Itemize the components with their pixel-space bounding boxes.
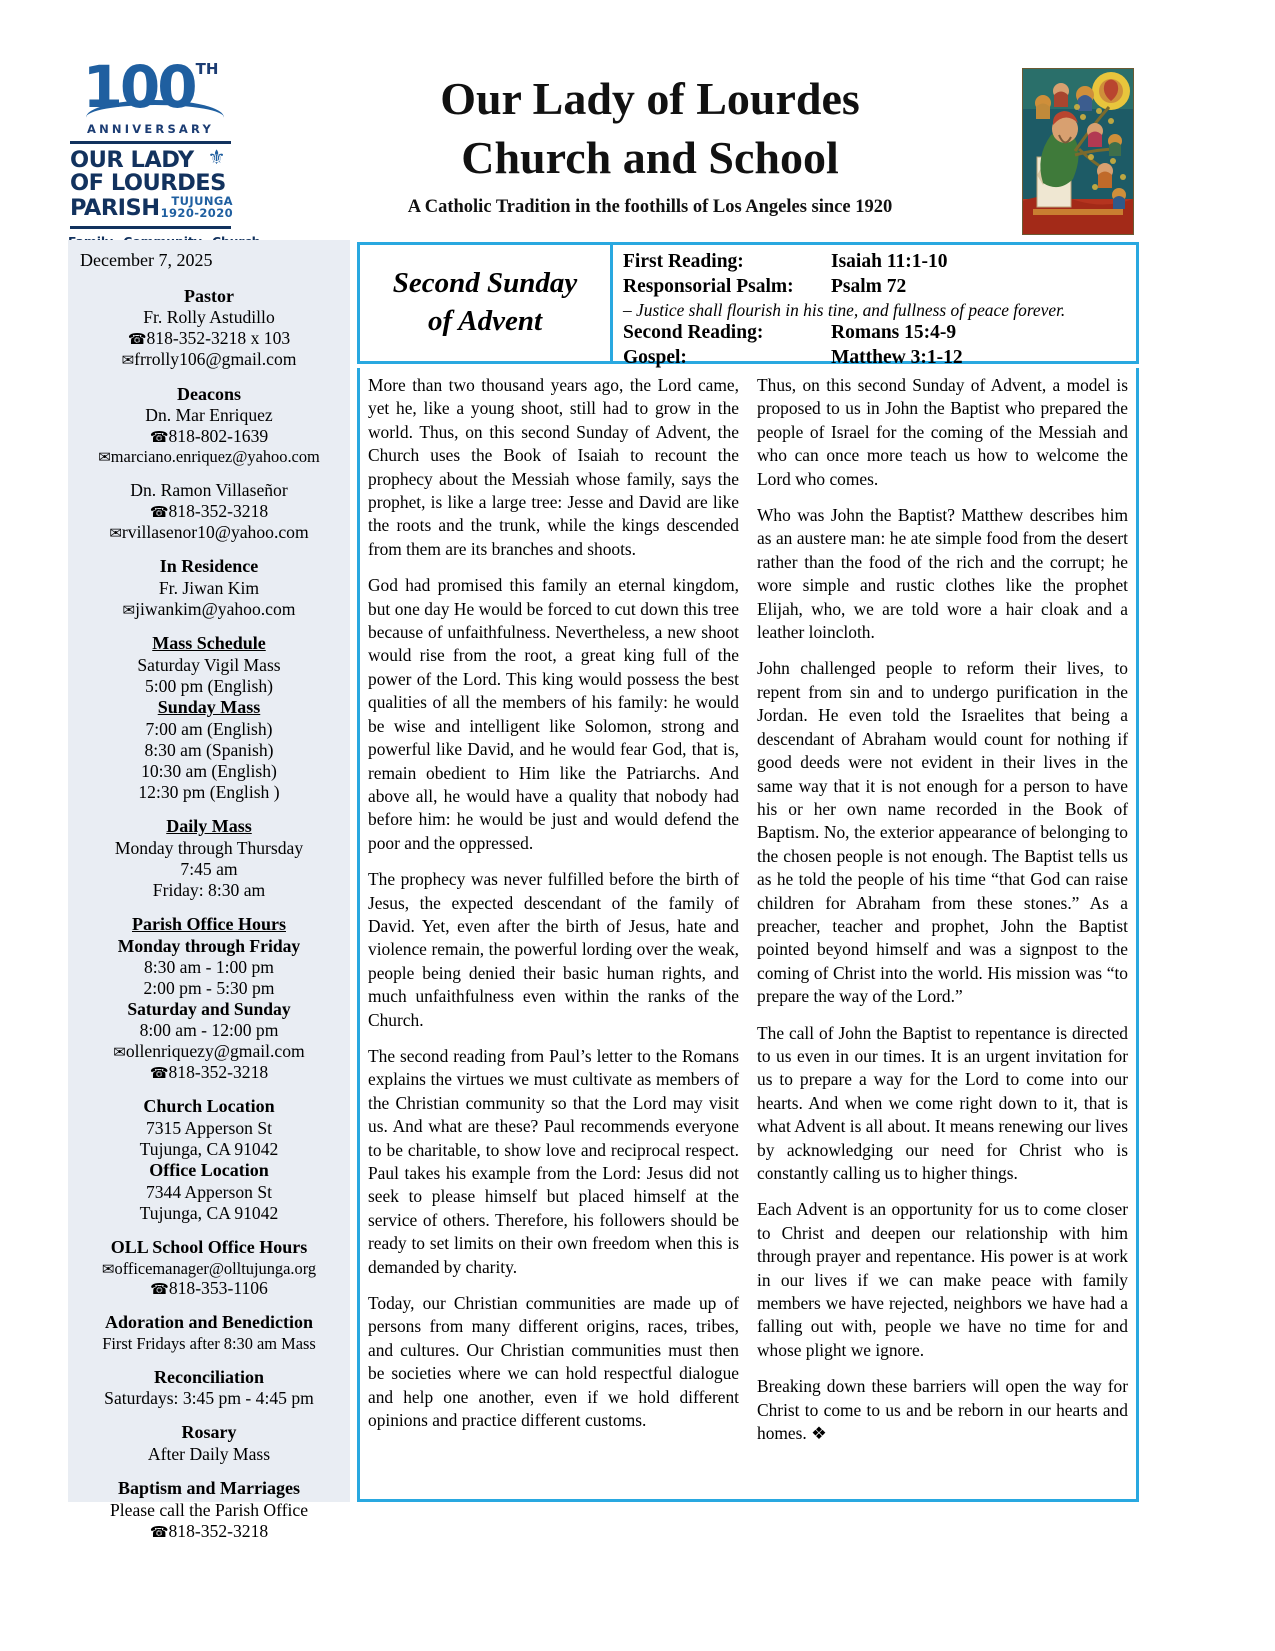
phone-icon: ☎ <box>127 330 147 349</box>
psalm-antiphon: – Justice shall flourish in his tine, and fullness of peace forever. <box>623 299 1066 320</box>
sidebar-section-heading: Reconciliation <box>154 1366 264 1387</box>
sidebar-line-text: 5:00 pm (English) <box>144 675 274 696</box>
reading-row <box>623 321 1136 346</box>
logo-parish-line2: OF LOURDES <box>70 169 226 196</box>
sidebar-line-text: Fr. Rolly Astudillo <box>143 307 275 328</box>
readings-box <box>357 242 1139 368</box>
reading-row <box>623 346 1136 371</box>
page-title <box>300 70 1000 218</box>
sidebar-line-text: jiwankim@yahoo.com <box>135 599 296 620</box>
sidebar-section-gap <box>74 901 344 914</box>
sidebar-line[interactable] <box>74 349 344 370</box>
article-paragraph: More than two thousand years ago, the Lord came, yet he, like a young shoot, still had to grow in the world. Thus, on this second Sunday of Advent, the Church uses the Book of Isaiah to recount the prophecy about the Messiah whose family, says the prophet, is like a large tree: Jesse and David are like the roots and the trunk, while the kings descended from them are its branches and shoots. <box>368 375 739 559</box>
title-subtitle: A Catholic Tradition in the foothills of Los Angeles since 1920 <box>407 196 893 217</box>
article-paragraph: The second reading from Paul’s letter to the Romans explains the virtues we must cultivate as members of the Christian community so that the Lord may visit us. And what are these? Paul recommends everyone to be charitable, to show love and reciprocal respect. Paul takes his example from the Lord: Jesus did not seek to please himself but placed himself at the service of others. Therefore, his followers should be ready to set limits on their own freedom when this is demanded by charity. <box>368 1045 739 1277</box>
sidebar-line-text: 8:30 am (Spanish) <box>144 739 274 760</box>
sidebar-section-gap <box>74 1224 344 1237</box>
title-line-1: Our Lady of Lourdes <box>440 73 860 124</box>
sidebar-line-text: Friday: 8:30 am <box>152 879 266 900</box>
sidebar-line[interactable] <box>74 1041 344 1062</box>
article-paragraph: The call of John the Baptist to repentance is directed to us even in our times. It is an urgent invitation for us to prepare a way for the Lord to come into our hearts. And when we come right down to it, that is what Advent is all about. It means renewing our lives by acknowledging our need for Christ who is constantly calling us to higher things. <box>757 1022 1128 1183</box>
reading-value: Isaiah 11:1-10 <box>831 251 948 272</box>
sidebar-section-gap <box>74 1354 344 1367</box>
sidebar-section-heading: Baptism and Marriages <box>118 1477 300 1498</box>
sidebar-section-heading: Rosary <box>181 1422 237 1443</box>
sidebar-line <box>74 1182 344 1203</box>
sidebar-section-gap <box>74 1299 344 1312</box>
reading-label: Second Reading: <box>623 322 764 344</box>
sidebar-line[interactable] <box>74 426 344 447</box>
article-paragraph: John challenged people to reform their lives, to repent from sin and to undergo purification in the Jordan. He even told the Israelites that being a descendant of Abraham would count for nothing if good deeds were not evident in their lives in the same way that it is not enough for a person to have his or her own name recorded in the Book of Baptism. No, the exterior appearance of belonging to the chosen people is not enough. The Baptist tells us as he told the people of his time “that God can raise children for Abraham from these stones.” As a preacher, teacher and prophet, John the Baptist pointed beyond himself and was a signpost to the coming of Christ into the world. His mission was “to prepare the way of the Lord.” <box>757 658 1128 1007</box>
logo-divider-top <box>70 141 231 144</box>
sidebar-section-gap <box>74 543 344 556</box>
sidebar-section-gap <box>74 467 344 480</box>
sidebar-line <box>74 1118 344 1139</box>
sidebar-line-text: After Daily Mass <box>147 1443 271 1464</box>
sidebar-line <box>74 1388 344 1409</box>
reading-label: Responsorial Psalm: <box>623 275 794 297</box>
liturgical-season <box>360 245 613 361</box>
sidebar-line-text: 7:00 am (English) <box>145 718 273 739</box>
sidebar-line-text: frrolly106@gmail.com <box>134 349 297 370</box>
sidebar-sections <box>74 286 344 1542</box>
sidebar-section-heading: Adoration and Benediction <box>104 1312 314 1333</box>
sidebar-line <box>74 307 344 328</box>
article-column-left <box>368 374 748 1495</box>
sidebar-line-text: 10:30 am (English) <box>141 760 277 781</box>
sidebar-section-heading: Church Location <box>143 1096 275 1117</box>
reading-row <box>623 250 1136 275</box>
article-paragraph: Who was John the Baptist? Matthew describes him as an austere man: he ate simple food from the desert rather than the food of the rich and the corrupt; he wore simple and rustic clothes like the prophet Elijah, who, we are told wore a hair cloak and a leather loincloth. <box>757 505 1128 643</box>
article-paragraph: Today, our Christian communities are made up of persons from many different origins, races, tribes, and cultures. Our Christian communities must then be societies where we can hold respectful dialogue and help one another, even if we hold different opinions and practice different customs. <box>368 1293 739 1431</box>
sidebar-line-text: Saturday Vigil Mass <box>137 654 281 675</box>
sidebar-line[interactable] <box>74 522 344 543</box>
logo-anniversary-number <box>68 53 233 121</box>
sidebar-line-text: Fr. Jiwan Kim <box>158 577 260 598</box>
sidebar-section-gap <box>74 1465 344 1478</box>
logo-th-text: TH <box>195 60 219 78</box>
sidebar-section-heading: Parish Office Hours <box>132 913 286 934</box>
logo-anniversary-label: ANNIVERSARY <box>87 122 214 136</box>
season-line-1: Second Sunday <box>392 267 578 300</box>
tree-of-jesse-painting <box>1022 68 1134 235</box>
sidebar-line <box>74 1139 344 1160</box>
sidebar-section-gap <box>74 1083 344 1096</box>
sidebar-section-heading: Daily Mass <box>166 816 252 836</box>
reading-label: Gospel: <box>623 346 687 368</box>
sidebar-section-gap <box>74 1409 344 1422</box>
article-paragraph: God had promised this family an eternal kingdom, but one day He would be forced to cut down this tree because of unfaithfulness. Nevertheless, a new shoot would rise from the root, a great king full of the power of the Lord. This king would possess the best qualities of all the members of his family: he would be wise and intelligent like Solomon, strong and powerful like David, and he would fear God, that is, remain obedient to Him like the Patriarchs. And above all, he would have a quality that nobody had before him: he would be just and would defend the poor and the oppressed. <box>368 575 739 853</box>
sidebar-line-text: 818-352-3218 <box>168 1520 269 1541</box>
sidebar-line <box>74 719 344 740</box>
logo-parish-line1 <box>68 145 233 173</box>
sidebar-line <box>74 1020 344 1041</box>
sidebar-line[interactable] <box>74 1278 344 1299</box>
sidebar-line <box>74 859 344 880</box>
sidebar-section-heading: Deacons <box>177 383 241 404</box>
readings-list <box>613 245 1136 368</box>
logo-divider-bottom <box>70 226 231 229</box>
sidebar-line <box>74 676 344 697</box>
sidebar-line <box>74 957 344 978</box>
phone-icon: ☎ <box>149 1522 169 1541</box>
sidebar-section-gap <box>74 803 344 816</box>
mail-icon: ✉ <box>122 601 136 620</box>
sidebar-line[interactable] <box>74 447 344 467</box>
sidebar-line[interactable] <box>74 328 344 349</box>
mail-icon: ✉ <box>121 351 135 370</box>
sidebar-line-text: 2:00 pm - 5:30 pm <box>143 977 275 998</box>
phone-icon: ☎ <box>150 1280 169 1299</box>
mail-icon: ✉ <box>109 524 122 543</box>
sidebar-line <box>74 1444 344 1465</box>
sidebar-line-text: Saturdays: 3:45 pm - 4:45 pm <box>104 1388 314 1409</box>
logo-line1-text: OUR LADY <box>70 147 194 173</box>
sidebar-line-text: 818-352-3218 x 103 <box>146 328 291 349</box>
sidebar-line-text: officemanager@olltujunga.org <box>114 1258 317 1278</box>
bulletin-date: December 7, 2025 <box>80 250 213 270</box>
parish-logo <box>68 53 233 249</box>
sidebar-line <box>74 880 344 901</box>
sidebar-line-text: 818-353-1106 <box>168 1278 268 1299</box>
sidebar-line <box>74 782 344 803</box>
sidebar-line <box>74 405 344 426</box>
sidebar-line-text: 7344 Apperson St <box>145 1181 273 1202</box>
sidebar-line <box>74 761 344 782</box>
sidebar-line-text: Dn. Mar Enriquez <box>145 405 273 426</box>
season-text <box>393 265 578 340</box>
sidebar-line-text: 8:00 am - 12:00 pm <box>139 1019 279 1040</box>
logo-line3-text: PARISH <box>70 195 160 221</box>
sidebar-section-heading: OLL School Office Hours <box>110 1236 308 1257</box>
sidebar-section-gap <box>74 620 344 633</box>
sidebar-line-text: 8:30 am - 1:00 pm <box>144 956 274 977</box>
logo-city-years <box>161 195 233 221</box>
sidebar-line-text: Monday through Thursday <box>114 837 304 858</box>
sidebar-line-text: Monday through Friday <box>117 935 301 956</box>
sidebar-line-text: Tujunga, CA 91042 <box>139 1202 279 1223</box>
sidebar-section-heading: In Residence <box>159 556 259 577</box>
sidebar-line[interactable] <box>74 501 344 522</box>
mail-icon: ✉ <box>98 448 111 467</box>
sidebar-line-text: 818-352-3218 <box>168 501 269 522</box>
title-line-2: Church and School <box>461 131 839 183</box>
reading-row <box>623 275 1136 300</box>
sidebar-line <box>74 999 344 1020</box>
reflection-article <box>357 368 1139 1502</box>
sidebar-line-text: Please call the Parish Office <box>109 1499 309 1520</box>
phone-icon: ☎ <box>149 1064 169 1083</box>
logo-parish-line3-row <box>68 195 233 221</box>
sidebar-line-text: First Fridays after 8:30 am Mass <box>102 1333 316 1353</box>
sidebar-line-text: marciano.enriquez@yahoo.com <box>110 447 320 467</box>
reading-value: Matthew 3:1-12 <box>831 346 963 368</box>
parish-info-sidebar <box>68 240 350 1541</box>
article-paragraph: Breaking down these barriers will open the way for Christ to come to us and be reborn in our hearts and homes. ❖ <box>757 1376 1128 1444</box>
mail-icon: ✉ <box>101 1259 115 1278</box>
season-line-2: of Advent <box>427 305 543 337</box>
article-paragraph: Each Advent is an opportunity for us to come closer to Christ and deepen our relationship with him through prayer and repentance. His power is at work in our lives if we can make peace with family members we have rejected, neighbors we have had a falling out with, people we have no time for and whose plight we ignore. <box>757 1199 1128 1360</box>
sidebar-section-heading: Mass Schedule <box>152 633 266 654</box>
sidebar-line-text: Saturday and Sunday <box>127 998 291 1019</box>
sidebar-line-text: 7315 Apperson St <box>145 1117 273 1138</box>
sidebar-line[interactable] <box>74 1259 344 1279</box>
sidebar-line <box>74 578 344 599</box>
fleur-de-lis-icon: ⚜ <box>207 145 225 169</box>
sidebar-line-text: Dn. Ramon Villaseñor <box>130 480 288 501</box>
sidebar-line[interactable] <box>74 1062 344 1083</box>
sidebar-line <box>74 1203 344 1224</box>
phone-icon: ☎ <box>149 503 169 522</box>
sidebar-line <box>74 936 344 957</box>
sidebar-line-text: Tujunga, CA 91042 <box>139 1138 279 1159</box>
logo-city-text: TUJUNGA <box>171 193 233 208</box>
article-column-right <box>748 374 1128 1495</box>
reading-label: First Reading: <box>623 251 744 272</box>
sidebar-section-gap <box>74 371 344 384</box>
sidebar-line-text: ollenriquezy@gmail.com <box>125 1041 305 1062</box>
sidebar-line <box>74 1500 344 1521</box>
sidebar-line <box>74 978 344 999</box>
article-paragraph: Thus, on this second Sunday of Advent, a model is proposed to us in John the Baptist who prepared the people of Israel for the coming of the Messiah and who can once more teach us how to welcome the Lord who comes. <box>757 375 1128 489</box>
mail-icon: ✉ <box>113 1043 126 1062</box>
sidebar-line <box>74 740 344 761</box>
sidebar-line-text: 818-802-1639 <box>168 426 269 447</box>
reading-value: Psalm 72 <box>831 275 907 297</box>
sidebar-line-text: 818-352-3218 <box>168 1062 269 1083</box>
sidebar-section-heading: Office Location <box>149 1160 269 1181</box>
sidebar-line[interactable] <box>74 1521 344 1542</box>
reading-value: Romans 15:4-9 <box>831 322 957 344</box>
sidebar-line-text: 12:30 pm (English ) <box>138 781 280 802</box>
sidebar-line <box>74 838 344 859</box>
article-paragraph: The prophecy was never fulfilled before the birth of Jesus, the expected descendant of the family of David. Yet, even after the birth of Jesus, hate and violence remain, the powerful lording over the weak, people being denied their basic human rights, and much unfaithfulness even within the ranks of the Church. <box>368 869 739 1030</box>
sidebar-section-heading: Pastor <box>184 285 234 306</box>
sidebar-line-text: rvillasenor10@yahoo.com <box>121 522 309 543</box>
sidebar-line <box>74 480 344 501</box>
phone-icon: ☎ <box>149 428 169 447</box>
artwork-svg <box>1023 69 1133 234</box>
sidebar-section-heading: Sunday Mass <box>157 696 261 717</box>
sidebar-line-text: 7:45 am <box>180 858 238 879</box>
logo-years-text: 1920-2020 <box>160 205 233 220</box>
sidebar-line[interactable] <box>74 599 344 620</box>
logo-100-text: 100 <box>82 53 195 121</box>
sidebar-line <box>74 1334 344 1354</box>
masthead <box>0 0 1275 238</box>
sidebar-line <box>74 655 344 676</box>
